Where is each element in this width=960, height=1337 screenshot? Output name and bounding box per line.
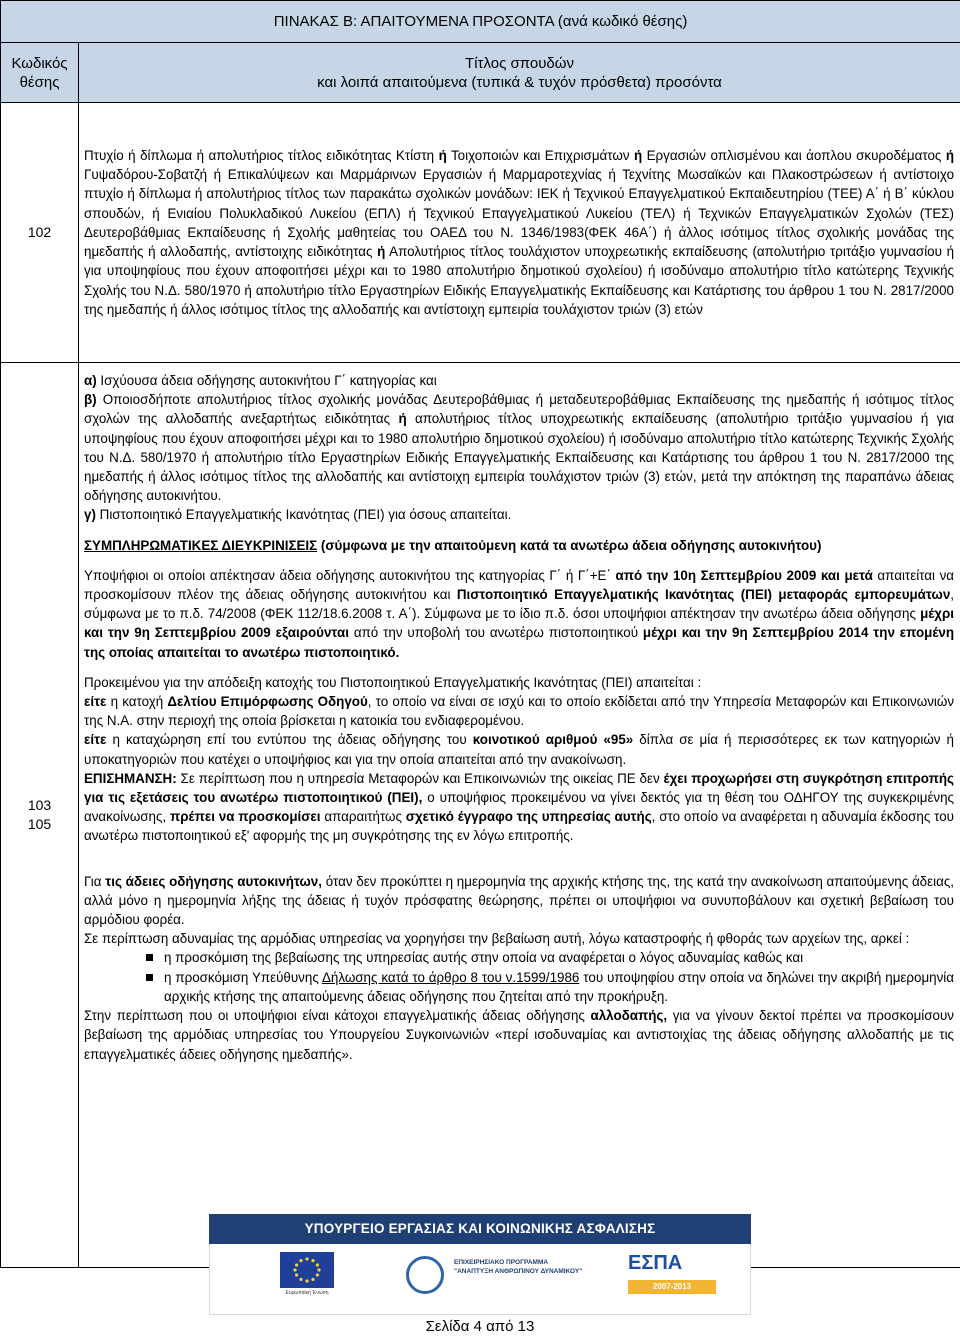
ministry-name: ΥΠΟΥΡΓΕΙΟ ΕΡΓΑΣΙΑΣ ΚΑΙ ΚΟΙΝΩΝΙΚΗΣ ΑΣΦΑΛΙΣΗΣ [209, 1214, 751, 1244]
requirement-c: γ) Πιστοποιητικό Επαγγελματικής Ικανότητας (ΠΕΙ) για όσους απαιτείται. [84, 507, 512, 523]
col-header-title [79, 43, 960, 103]
col-code-line2: θέσης [19, 73, 60, 91]
list-item: η προσκόμιση της βεβαίωσης της υπηρεσίας αυτής στην οποία να αναφέρεται ο λόγος αδυναμίας καθώς και [84, 948, 954, 967]
col-title-line1: Τίτλος σπουδών [465, 54, 574, 72]
pei-proof-intro: Προκειμένου για την απόδειξη κατοχής του Πιστοποιητικού Επαγγελματικής Ικανότητας (ΠΕΙ) απαιτείται : [84, 674, 702, 690]
table-row [1, 363, 960, 1268]
table-row [1, 103, 960, 363]
bullet-icon [146, 974, 153, 981]
row-text-102 [79, 103, 960, 363]
espa-word: ΕΣΠΑ [628, 1252, 683, 1274]
eu-flag-icon [280, 1252, 334, 1288]
ministry-logo-banner [209, 1214, 751, 1314]
pei-proof-option-2: είτε η καταχώρηση επί του εντύπου της άδειας οδήγησης του κοινοτικού αριθμού «95» δίπλα σε μία ή περισσότερες εκ των κατηγοριών ή υποκατηγοριών που κατέχει ο υποψήφιος και για την οποία απαιτείται από την ανακοίνωση. [84, 732, 954, 767]
pei-note: ΕΠΙΣΗΜΑΝΣΗ: Σε περίπτωση που η υπηρεσία Μεταφορών και Επικοινωνιών της οικείας ΠΕ δεν έχει προχωρήσει στη συγκρότηση επιτροπής για τις εξετάσεις του ανωτέρω πιστοποιητικού (ΠΕΙ), ο υποψήφιος προκειμένου να γίνει δεκτός για τη θέση του ΟΔΗΓΟΥ της συγκεκριμένης ανακοίνωσης, πρέπει να προσκομίσει απαραιτήτως σχετικό έγγραφο της υπηρεσίας αυτής, στο οποίο να αναφέρεται η αδυναμία έκδοσης του ανωτέρω πιστοποιητικού εξ' αφορμής της μη συγκρότησης της εν λόγω επιτροπής. [84, 770, 955, 844]
code-103: 103 [27, 797, 52, 813]
code-105: 105 [27, 816, 52, 832]
requirement-102: Πτυχίο ή δίπλωμα ή απολυτήριος τίτλος ειδικότητας Κτίστη ή Τοιχοποιών και Επιχρισμάτων ή Εργασιών οπλισμένου και άοπλου σκυροδέματος ή Γυψαδόρου-Σοβατζή ή Επικαλύψεων και Μαρμάρινων Εργασιών ή Μαρμαροτεχνίας ή Τεχνίτης Μωσαϊκών και Πλακοστρώσεων ή αντίστοιχο πτυχίο ή δίπλωμα ή απολυτήριος τίτλος των παρακάτω σχολικών μονάδων: ΙΕΚ ή Τεχνικού Επαγγελματικού Εκπαιδευτηρίου (ΤΕΕ) Α΄ ή Β΄ κύκλου σπουδών, ή Ενιαίου Πολυκλαδικού Λυκείου (ΕΠΛ) ή Τεχνικού Επαγγελματικού Λυκείου (ΤΕΛ) ή Τεχνικών Επαγγελματικών Σχολών (ΤΕΣ) Δευτεροβάθμιας Εκπαίδευσης ή Σχολής μαθητείας του ΟΑΕΔ του Ν. 1346/1983(ΦΕΚ 46Α΄) ή άλλος ισότιμος τίτλος σχολικής μονάδας της ημεδαπής ή αλλοδαπής, αντίστοιχης ειδικότητας ή Απολυτήριος τίτλος τουλάχιστον υποχρεωτικής εκπαίδευσης (απολυτήριο τριτάξιο γυμνασίου ή για υποψηφίους που έχουν αποφοιτήσει μέχρι και το 1980 απολυτήριο δημοτικού σχολείου) ή ισοδύναμο απολυτήριο τίτλο κατώτερης Τεχνικής Σχολής του Ν.Δ. 580/1970 ή απολυτήριο τίτλο Εργαστηρίων Ειδικής Επαγγελματικής Εκπαίδευσης και Κατάρτισης του άρθρου 1 του Ν. 2817/2000 της ημεδαπής ή άλλος ισότιμος τίτλος της αλλοδαπής και αντίστοιχη εμπειρία τουλάχιστον τριών (3) ετών [84, 148, 955, 317]
col-code-line1: Κωδικός [11, 54, 68, 72]
epa-program-name: ΕΠΙΧΕΙΡΗΣΙΑΚΟ ΠΡΟΓΡΑΜΜΑ "ΑΝΑΠΤΥΞΗ ΑΝΘΡΩΠΙΝΟΥ ΔΥΝΑΜΙΚΟΥ" [454, 1259, 583, 1275]
epa-logo-icon [406, 1256, 444, 1294]
row-code-102: 102 [1, 103, 79, 363]
eu-caption: Ευρωπαϊκή Ένωση [285, 1290, 329, 1296]
requirement-a: α) Ισχύουσα άδεια οδήγησης αυτοκινήτου Γ΄ κατηγορίας και [84, 373, 437, 388]
col-title-line2: και λοιπά απαιτούμενα (τυπικά & τυχόν πρόσθετα) προσόντα [317, 73, 722, 91]
column-header-row [1, 43, 960, 103]
bullet-icon [146, 954, 153, 961]
table-title: ΠΙΝΑΚΑΣ Β: ΑΠΑΙΤΟΥΜΕΝΑ ΠΡΟΣΟΝΤΑ (ανά κωδικό θέσης) [1, 1, 960, 43]
espa-logo [628, 1252, 720, 1300]
row-text-103-105 [79, 363, 960, 1268]
requirement-b: β) Οποιοσδήποτε απολυτήριος τίτλος σχολικής μονάδας Δευτεροβάθμιας ή μεταδευτεροβάθμιας Εκπαίδευσης της ημεδαπής ή ισότιμος τίτλος σχολών της αλλοδαπής ανεξαρτήτως ειδικότητας ή απολυτήριος τίτλος υποχρεωτικής εκπαίδευσης (απολυτήριο τριτάξιο γυμνασίου ή για υποψηφίους που έχουν αποφοιτήσει μέχρι και το 1980 απολυτήριο δημοτικού σχολείου) ή ισοδύναμο απολυτήριο τίτλο κατώτερης Τεχνικής Σχολής του Ν.Δ. 580/1970 ή απολυτήριο τίτλο Εργαστηρίων Ειδικής Επαγγελματικής Εκπαίδευσης και Κατάρτισης του άρθρου 1 του Ν. 2817/2000 της ημεδαπής ή άλλος ισότιμος τίτλος της αλλοδαπής και αντίστοιχη εμπειρία τουλάχιστον τριών (3) ετών, μετά την απόκτηση της παραπάνω άδειας οδήγησης αυτοκινήτου. [84, 392, 955, 504]
row-code-103-105 [1, 363, 79, 1268]
licence-date-paragraph: Για τις άδειες οδήγησης αυτοκινήτων, όταν δεν προκύπτει η ημερομηνία της αρχικής κτήσης της, της κατά την ανακοίνωση απαιτούμενης άδειας, αλλά μόνο η ημερομηνία λήξης της άδειας ή τυχόν πρόσφατης θεώρησης, πρέπει οι υποψήφιοι να συνυποβάλουν και σχετική βεβαίωση του αρμόδιου φορέα. [84, 873, 955, 928]
page-number: Σελίδα 4 από 13 [425, 1318, 535, 1335]
list-item: η προσκόμιση Υπεύθυνης Δήλωσης κατά το άρθρο 8 του ν.1599/1986 του υποψηφίου στην οποία να δηλώνει την ακριβή ημερομηνία αρχικής κτήσης της απαιτούμενης άδειας οδήγησης που ζητείται από την προκήρυξη. [84, 968, 954, 1006]
pei-requirement-paragraph: Υποψήφιοι οι οποίοι απέκτησαν άδεια οδήγησης αυτοκινήτου της κατηγορίας Γ΄ ή Γ΄+Ε΄ από την 10η Σεπτεμβρίου 2009 και μετά απαιτείται να προσκομίσουν πλέον της άδειας οδήγησης αυτοκινήτου και Πιστοποιητικό Επαγγελματικής Ικανότητας (ΠΕΙ) μεταφοράς εμπορευμάτων, σύμφωνα με το π.δ. 74/2008 (ΦΕΚ 112/18.6.2008 τ. Α΄). Σύμφωνα με το ίδιο π.δ. όσοι υποψήφιοι απέκτησαν την ανωτέρω άδεια οδήγησης μέχρι και την 9η Σεπτεμβρίου 2009 εξαιρούνται από την υποβολή του ανωτέρω πιστοποιητικού μέχρι και την 9η Σεπτεμβρίου 2014 την επομένη της οποίας απαιτείται το ανωτέρω πιστοποιητικό. [84, 567, 955, 660]
table-title-row [1, 1, 960, 43]
supplementary-heading: ΣΥΜΠΛΗΡΩΜΑΤΙΚΕΣ ΔΙΕΥΚΡΙΝΙΣΕΙΣ (σύμφωνα με την απαιτούμενη κατά τα ανωτέρω άδεια οδήγησης αυτοκινήτου) [84, 537, 822, 553]
licence-inability-paragraph: Σε περίπτωση αδυναμίας της αρμόδιας υπηρεσίας να χορηγήσει την βεβαίωση αυτή, λόγω καταστροφής ή φθοράς των αρχείων της, αρκεί : [84, 931, 910, 947]
espa-years: 2007-2013 [628, 1280, 716, 1294]
foreign-licence-paragraph: Στην περίπτωση που οι υποψήφιοι είναι κάτοχοι επαγγελματικής άδειας οδήγησης αλλοδαπής, για να γίνουν δεκτοί πρέπει να προσκομίσουν βεβαίωση της αρμόδιας υπηρεσίας του Υπουργείου Συγκοινωνιών «περί ισοδυναμίας και αντιστοιχίας της άδειας οδήγησης αλλοδαπής με τις επαγγελματικές άδειες οδήγησης ημεδαπής». [84, 1008, 955, 1062]
col-header-code [1, 43, 79, 103]
pei-proof-option-1: είτε η κατοχή Δελτίου Επιμόρφωσης Οδηγού, το οποίο να είναι σε ισχύ και το οποίο εκδίδεται από την Υπηρεσία Μεταφορών και Επικοινωνιών της Ν.Α. στην περιοχή της οποία βρίσκεται η κατοικία του ενδιαφερομένου. [84, 694, 955, 729]
